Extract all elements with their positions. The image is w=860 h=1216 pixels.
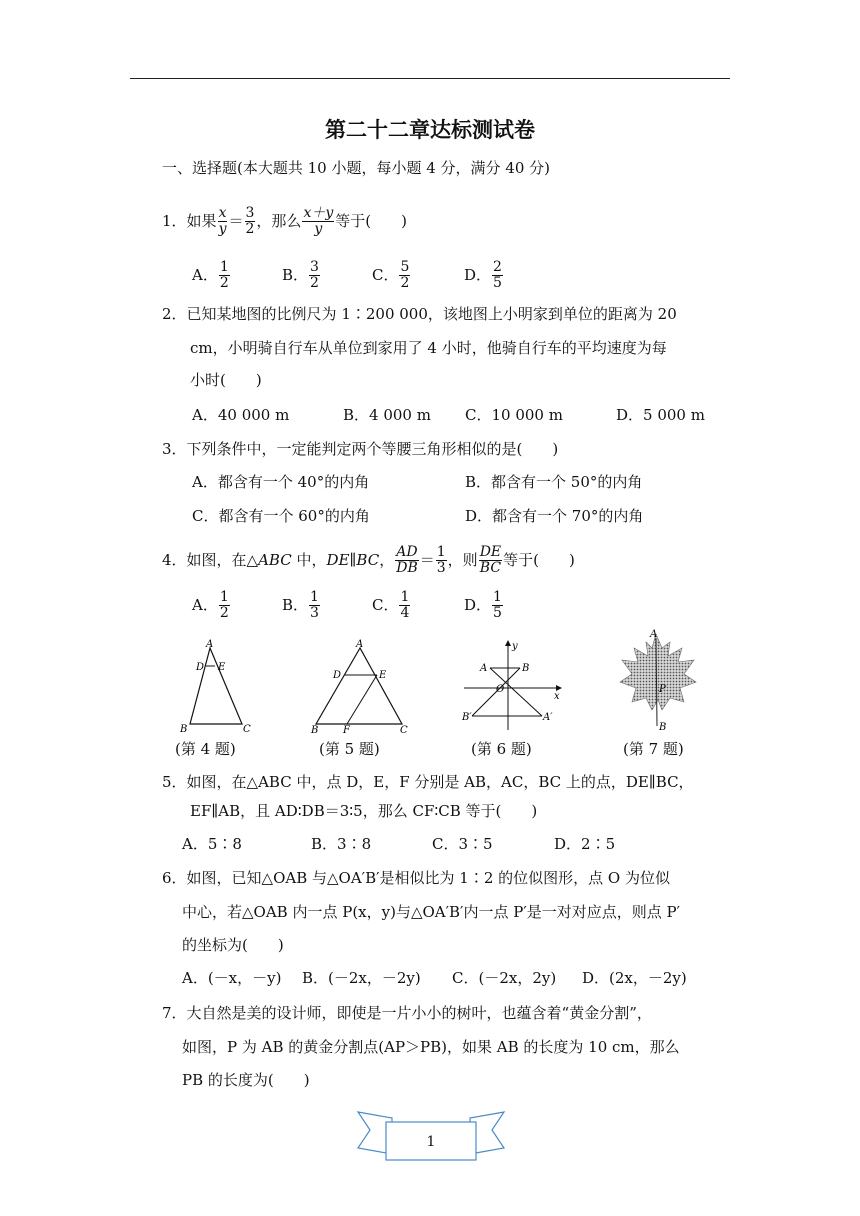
q6-option-b: B．(－2x，－2y)	[302, 969, 421, 987]
q5-option-c: C．3∶5	[432, 835, 493, 853]
q1-option-d: D． $\frac{2}{5}$	[464, 259, 502, 292]
fig5-label-b: B	[311, 725, 319, 734]
question-5-line-1: 5．如图，在△ABC 中，点 D，E，F 分别是 AB，AC，BC 上的点，DE∥BC，	[162, 773, 694, 791]
section-heading: 一、选择题(本大题共 10 小题，每小题 4 分，满分 40 分)	[162, 159, 551, 177]
question-1: 1．如果 $\frac{x}{y}$ ＝ $\frac{3}{2}$ ，那么 $\frac{x+y}{y}$ 等于( )	[162, 205, 407, 238]
q1-option-c: C． $\frac{5}{2}$	[372, 259, 410, 292]
q6-option-d: D．(2x，－2y)	[582, 969, 687, 987]
figure-6-coordinate	[456, 638, 566, 734]
question-2-line-2: cm，小明骑自行车从单位到家用了 4 小时，他骑自行车的平均速度为每	[190, 339, 667, 357]
q5-option-a: A．5∶8	[182, 835, 242, 853]
figure-4-caption: (第 4 题)	[175, 740, 236, 758]
q4-option-c: C． $\frac{1}{4}$	[372, 589, 410, 622]
fig4-label-d: D	[196, 662, 205, 673]
fig5-label-e: E	[379, 670, 387, 681]
question-7-line-2: 如图，P 为 AB 的黄金分割点(AP＞PB)，如果 AB 的长度为 10 cm，那么	[182, 1038, 680, 1056]
fig5-label-a: A	[356, 639, 364, 650]
fig4-label-c: C	[243, 724, 251, 734]
figure-7-caption: (第 7 题)	[623, 740, 684, 758]
question-4: 4．如图，在△ABC 中，DE∥BC， $\frac{AD}{DB}$ ＝ $\frac{1}{3}$ ，则 $\frac{DE}{BC}$ 等于( )	[162, 544, 575, 577]
q3-option-d: D．都含有一个 70°的内角	[465, 507, 644, 525]
q3-option-b: B．都含有一个 50°的内角	[465, 473, 643, 491]
fig4-label-b: B	[180, 724, 188, 734]
fig5-label-f: F	[343, 725, 350, 734]
leaf-shape	[620, 634, 696, 710]
question-2-line-3: 小时( )	[190, 371, 262, 389]
fig6-label-a: A	[480, 663, 488, 674]
q1-option-a: A． $\frac{1}{2}$	[192, 259, 229, 292]
header-rule	[130, 78, 730, 79]
fig6-label-b-prime: B′	[462, 712, 472, 723]
question-7-line-3: PB 的长度为( )	[182, 1071, 310, 1089]
q5-option-d: D．2∶5	[554, 835, 616, 853]
figure-5-triangle	[306, 638, 410, 734]
question-6-line-3: 的坐标为( )	[182, 936, 284, 954]
question-2-line-1: 2．已知某地图的比例尺为 1∶200 000，该地图上小明家到单位的距离为 20	[162, 305, 677, 323]
question-7-line-1: 7．大自然是美的设计师，即使是一片小小的树叶，也蕴含着“黄金分割”，	[162, 1004, 652, 1022]
fig7-label-a: A	[650, 629, 658, 640]
figure-5-caption: (第 5 题)	[319, 740, 380, 758]
fig4-label-e: E	[218, 662, 226, 673]
q6-option-c: C．(－2x，2y)	[452, 969, 557, 987]
q2-option-c: C．10 000 m	[465, 406, 563, 424]
fig6-label-b: B	[522, 663, 530, 674]
question-3: 3．下列条件中，一定能判定两个等腰三角形相似的是( )	[162, 440, 559, 458]
q2-option-d: D．5 000 m	[616, 406, 705, 424]
q3-option-a: A．都含有一个 40°的内角	[192, 473, 370, 491]
figure-4-triangle	[170, 638, 260, 734]
question-5-line-2: EF∥AB，且 AD∶DB＝3∶5，那么 CF∶CB 等于( )	[190, 802, 538, 820]
page-number: 1	[426, 1134, 436, 1150]
page-number-ribbon	[356, 1104, 506, 1164]
q1-option-b: B． $\frac{3}{2}$	[282, 259, 319, 292]
page-title: 第二十二章达标测试卷	[325, 118, 535, 142]
q6-option-a: A．(－x，－y)	[182, 969, 282, 987]
fig6-label-x: x	[554, 691, 560, 702]
fig6-label-a-prime: A′	[543, 712, 553, 723]
figure-6-caption: (第 6 题)	[471, 740, 532, 758]
figure-7-leaf	[612, 626, 702, 734]
fig7-label-b: B	[659, 722, 667, 733]
q2-option-b: B．4 000 m	[343, 406, 431, 424]
fig5-label-c: C	[400, 725, 408, 734]
q4-option-d: D． $\frac{1}{5}$	[464, 589, 502, 622]
question-6-line-1: 6．如图，已知△OAB 与△OA′B′是相似比为 1∶2 的位似图形，点 O 为位似	[162, 869, 670, 887]
question-6-line-2: 中心，若△OAB 内一点 P(x，y)与△OA′B′内一点 P′是一对对应点，则点 P′	[182, 903, 680, 921]
q5-option-b: B．3∶8	[311, 835, 372, 853]
q2-option-a: A．40 000 m	[192, 406, 290, 424]
fig4-label-a: A	[206, 639, 214, 650]
fig6-label-o: O	[496, 684, 505, 695]
fig7-label-p: P	[659, 684, 666, 695]
q4-option-a: A． $\frac{1}{2}$	[192, 589, 229, 622]
fig5-label-d: D	[333, 670, 342, 681]
fig6-label-y: y	[512, 641, 518, 652]
q3-option-c: C．都含有一个 60°的内角	[192, 507, 370, 525]
q4-option-b: B． $\frac{1}{3}$	[282, 589, 319, 622]
